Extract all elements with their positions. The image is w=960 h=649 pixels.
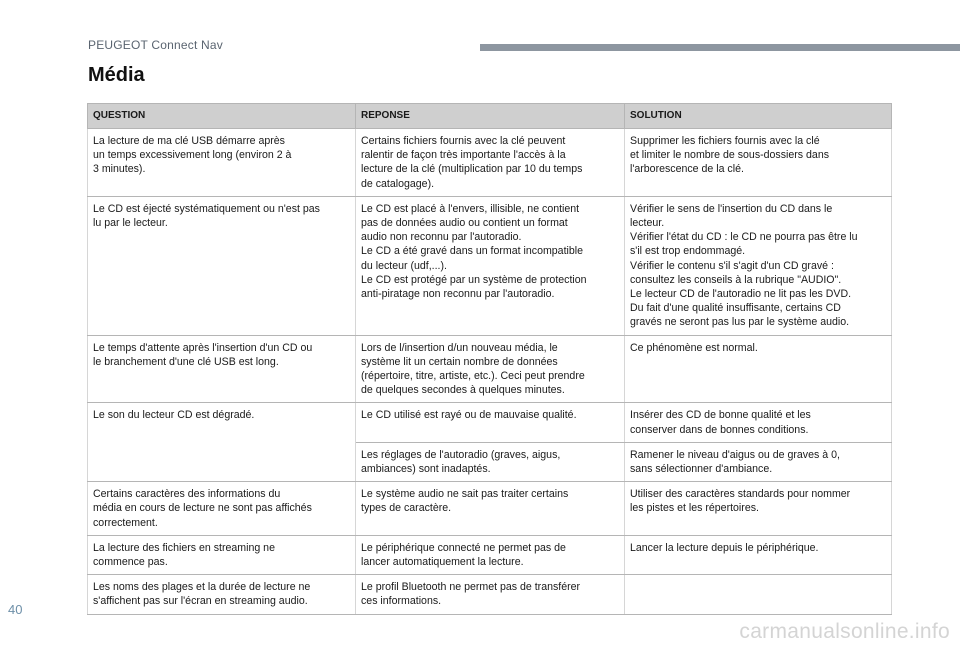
question-cell: Certains caractères des informations du média en cours de lecture ne sont pas affichés correctement. [88,482,356,536]
table-row [88,482,892,536]
watermark: carmanualsonline.info [739,620,950,643]
question-cell: Le CD est éjecté systématiquement ou n'est pas lu par le lecteur. [88,196,356,335]
question-cell: Le temps d'attente après l'insertion d'un CD ou le branchement d'une clé USB est long. [88,335,356,403]
solution-cell: Supprimer les fichiers fournis avec la clé et limiter le nombre de sous-dossiers dans l'arborescence de la clé. [625,129,892,197]
question-cell [88,442,356,481]
solution-cell: Ce phénomène est normal. [625,335,892,403]
table-row [88,129,892,197]
solution-cell [625,575,892,614]
table-header-row [88,104,892,129]
table-row [88,196,892,335]
faq-table [87,103,892,615]
question-cell: La lecture des fichiers en streaming ne commence pas. [88,535,356,574]
table-row [88,442,892,481]
reponse-cell: Certains fichiers fournis avec la clé peuvent ralentir de façon très importante l'accès à la lecture de la clé (multiplication par 10 du temps de catalogage). [356,129,625,197]
solution-cell: Lancer la lecture depuis le périphérique. [625,535,892,574]
reponse-cell: Lors de l/insertion d/un nouveau média, le système lit un certain nombre de données (répertoire, titre, artiste, etc.). Ceci peut prendre de quelques secondes à quelques minutes. [356,335,625,403]
page-number: 40 [8,602,23,617]
page-title: Média [88,64,145,86]
column-header-question: QUESTION [88,104,356,129]
question-cell: Le son du lecteur CD est dégradé. [88,403,356,442]
question-cell: Les noms des plages et la durée de lecture ne s'affichent pas sur l'écran en streaming audio. [88,575,356,614]
header-bar [480,44,960,51]
table-row [88,403,892,442]
table-row [88,335,892,403]
solution-cell: Insérer des CD de bonne qualité et les conserver dans de bonnes conditions. [625,403,892,442]
column-header-reponse: REPONSE [356,104,625,129]
reponse-cell: Le profil Bluetooth ne permet pas de transférer ces informations. [356,575,625,614]
reponse-cell: Les réglages de l'autoradio (graves, aigus, ambiances) sont inadaptés. [356,442,625,481]
reponse-cell: Le CD est placé à l'envers, illisible, ne contient pas de données audio ou contient un format audio non reconnu par l'autoradio. Le CD a été gravé dans un format incompatible du lecteur (udf,...). Le CD est protégé par un système de protection anti-piratage non reconnu par l'autoradio. [356,196,625,335]
reponse-cell: Le système audio ne sait pas traiter certains types de caractère. [356,482,625,536]
table-row [88,535,892,574]
reponse-cell: Le périphérique connecté ne permet pas de lancer automatiquement la lecture. [356,535,625,574]
header-brand: PEUGEOT Connect Nav [88,38,223,52]
column-header-solution: SOLUTION [625,104,892,129]
solution-cell: Vérifier le sens de l'insertion du CD dans le lecteur. Vérifier l'état du CD : le CD ne pourra pas être lu s'il est trop endommagé. Vérifier le contenu s'il s'agit d'un CD gravé : consultez les conseils à la rubrique "AUDIO". Le lecteur CD de l'autoradio ne lit pas les DVD. Du fait d'une qualité insuffisante, certains CD gravés ne seront pas lus par le système audio. [625,196,892,335]
question-cell: La lecture de ma clé USB démarre après un temps excessivement long (environ 2 à 3 minutes). [88,129,356,197]
solution-cell: Ramener le niveau d'aigus ou de graves à 0, sans sélectionner d'ambiance. [625,442,892,481]
table-row [88,575,892,614]
solution-cell: Utiliser des caractères standards pour nommer les pistes et les répertoires. [625,482,892,536]
reponse-cell: Le CD utilisé est rayé ou de mauvaise qualité. [356,403,625,442]
